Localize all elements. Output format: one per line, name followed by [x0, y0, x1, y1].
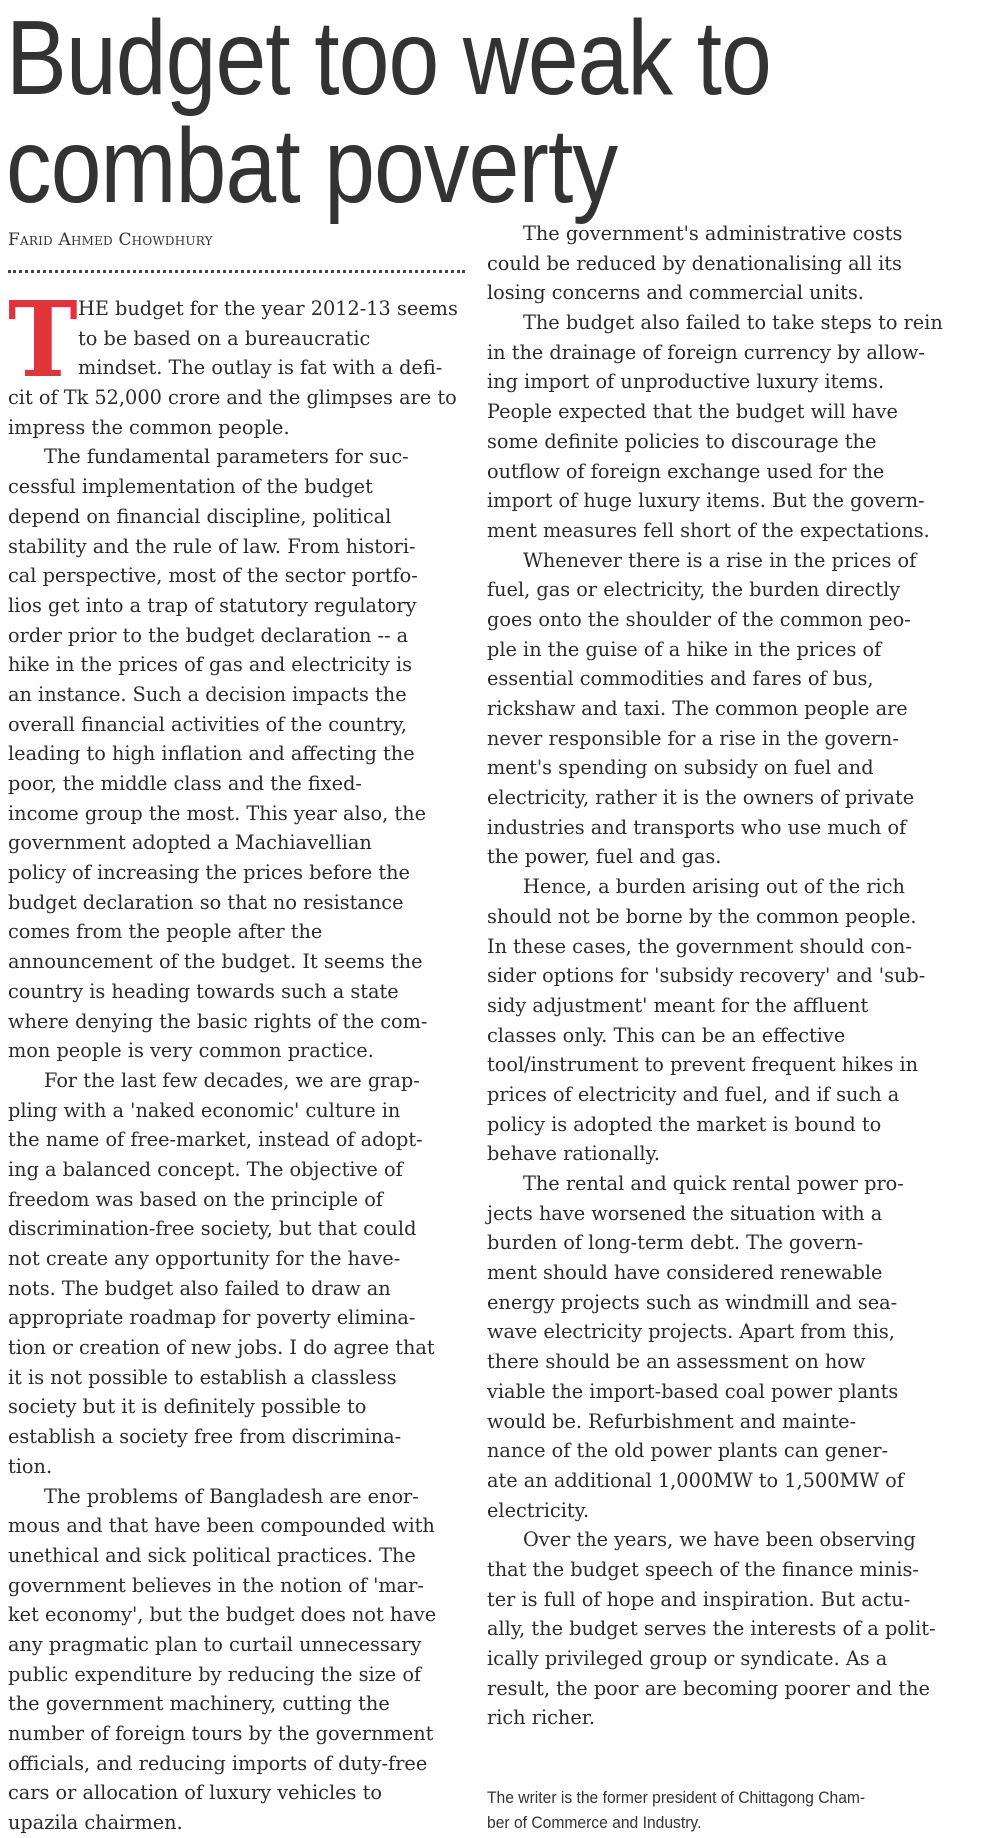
- author-bio: [487, 1785, 865, 1835]
- text-line: upazila chairmen.: [8, 1811, 183, 1835]
- text-line: Whenever there is a rise in the prices of: [523, 548, 917, 572]
- text-line: mon people is very common practice.: [8, 1039, 374, 1063]
- text-line: officials, and reducing imports of duty-free: [8, 1751, 428, 1775]
- author-bio-line: The writer is the former president of Chittagong Cham-: [487, 1788, 866, 1807]
- text-line: depend on financial discipline, political: [8, 504, 392, 528]
- text-line: For the last few decades, we are grap-: [44, 1068, 420, 1092]
- text-line: an instance. Such a decision impacts the: [8, 682, 407, 706]
- text-line: Over the years, we have been observing: [523, 1528, 916, 1552]
- text-line: some definite policies to discourage the: [487, 429, 877, 453]
- text-line: to be based on a bureaucratic: [78, 326, 371, 350]
- text-line: burden of long-term debt. The govern-: [487, 1231, 864, 1255]
- text-line: the power, fuel and gas.: [487, 845, 722, 869]
- text-line: ter is full of hope and inspiration. But actu-: [487, 1587, 911, 1611]
- text-line: public expenditure by reducing the size of: [8, 1662, 422, 1686]
- article-column-right: [487, 219, 967, 1733]
- text-line: lios get into a trap of statutory regulatory: [8, 593, 417, 617]
- text-line: result, the poor are becoming poorer and the: [487, 1676, 930, 1700]
- text-line: stability and the rule of law. From histori-: [8, 534, 416, 558]
- text-line: income group the most. This year also, the: [8, 801, 426, 825]
- text-line: jects have worsened the situation with a: [487, 1201, 883, 1225]
- text-line: in the drainage of foreign currency by allow-: [487, 340, 925, 364]
- text-line: ing a balanced concept. The objective of: [8, 1157, 403, 1181]
- text-line: The problems of Bangladesh are enor-: [44, 1484, 419, 1508]
- text-line: nots. The budget also failed to draw an: [8, 1276, 391, 1300]
- headline-line-1: Budget too weak to: [6, 0, 771, 117]
- article-column-left: [8, 294, 468, 1838]
- text-line: ment's spending on subsidy on fuel and: [487, 756, 874, 780]
- text-line: The budget also failed to take steps to rein: [523, 311, 943, 335]
- paragraph: [487, 219, 967, 308]
- text-line: The government's administrative costs: [523, 222, 903, 245]
- text-line: import of huge luxury items. But the govern-: [487, 489, 925, 513]
- headline: [6, 0, 771, 225]
- text-line: unethical and sick political practices. The: [8, 1543, 416, 1567]
- text-line: rickshaw and taxi. The common people are: [487, 697, 908, 720]
- text-line: the government machinery, cutting the: [8, 1692, 390, 1716]
- text-line: mous and that have been compounded with: [8, 1514, 435, 1538]
- text-line: outflow of foreign exchange used for the: [487, 459, 885, 483]
- text-line: mindset. The outlay is fat with a defi-: [78, 356, 443, 380]
- text-line: where denying the basic rights of the com-: [8, 1009, 428, 1033]
- text-line: cessful implementation of the budget: [8, 475, 373, 499]
- text-line: industries and transports who use much of: [487, 815, 907, 839]
- text-line: ate an additional 1,000MW to 1,500MW of: [487, 1468, 904, 1492]
- text-line: energy projects such as windmill and sea-: [487, 1290, 898, 1314]
- text-line: country is heading towards such a state: [8, 979, 399, 1003]
- paragraph: [8, 442, 468, 1065]
- text-line: viable the import-based coal power plants: [487, 1379, 899, 1403]
- text-line: cal perspective, most of the sector portfo-: [8, 564, 418, 588]
- paragraph: [487, 1169, 967, 1525]
- text-line: would be. Refurbishment and mainte-: [487, 1409, 857, 1433]
- text-line: ically privileged group or syndicate. As a: [487, 1647, 888, 1670]
- text-line: ket economy', but the budget does not have: [8, 1603, 437, 1627]
- text-line: the name of free-market, instead of adopt-: [8, 1128, 423, 1152]
- text-line: appropriate roadmap for poverty elimina-: [8, 1306, 416, 1330]
- text-line: Hence, a burden arising out of the rich: [523, 875, 905, 899]
- author-bio-line: ber of Commerce and Industry.: [487, 1813, 702, 1832]
- byline: Farid Ahmed Chowdhury: [8, 230, 213, 250]
- text-line: People expected that the budget will have: [487, 400, 898, 424]
- text-line: sider options for 'subsidy recovery' and 'sub-: [487, 964, 926, 988]
- text-line: hike in the prices of gas and electricity is: [8, 653, 413, 677]
- paragraph: [8, 294, 468, 442]
- text-line: discrimination-free society, but that could: [8, 1217, 417, 1241]
- text-line: nance of the old power plants can gener-: [487, 1439, 889, 1463]
- text-line: essential commodities and fares of bus,: [487, 667, 874, 691]
- text-line: The fundamental parameters for suc-: [44, 445, 409, 469]
- text-line: tion.: [8, 1454, 53, 1478]
- text-line: establish a society free from discrimina-: [8, 1425, 402, 1449]
- text-line: policy is adopted the market is bound to: [487, 1112, 882, 1136]
- paragraph: [487, 546, 967, 873]
- text-line: government adopted a Machiavellian: [8, 831, 372, 855]
- text-line: cars or allocation of luxury vehicles to: [8, 1781, 382, 1805]
- text-line: ment measures fell short of the expectations.: [487, 518, 930, 542]
- text-line: ally, the budget serves the interests of a polit-: [487, 1617, 936, 1641]
- text-line: should not be borne by the common people.: [487, 904, 917, 928]
- text-line: goes onto the shoulder of the common peo-: [487, 607, 911, 631]
- text-line: The rental and quick rental power pro-: [523, 1172, 904, 1195]
- paragraph: [487, 872, 967, 1169]
- text-line: any pragmatic plan to curtail unnecessary: [8, 1632, 422, 1656]
- text-line: that the budget speech of the finance minis-: [487, 1557, 919, 1581]
- text-line: pling with a 'naked economic' culture in: [8, 1098, 401, 1122]
- text-line: freedom was based on the principle of: [8, 1187, 383, 1211]
- text-line: electricity, rather it is the owners of private: [487, 786, 915, 810]
- text-line: it is not possible to establish a classless: [8, 1365, 397, 1389]
- text-line: tion or creation of new jobs. I do agree that: [8, 1336, 435, 1360]
- text-line: rich richer.: [487, 1706, 595, 1730]
- text-line: budget declaration so that no resistance: [8, 890, 404, 914]
- paragraph: [487, 308, 967, 546]
- text-line: sidy adjustment' meant for the affluent: [487, 993, 869, 1017]
- paragraph: [487, 1525, 967, 1733]
- text-line: society but it is definitely possible to: [8, 1395, 367, 1419]
- headline-line-2: combat poverty: [6, 107, 618, 225]
- text-line: leading to high inflation and affecting the: [8, 742, 415, 766]
- text-line: fuel, gas or electricity, the burden directly: [487, 578, 901, 602]
- text-line: policy of increasing the prices before the: [8, 861, 410, 885]
- text-line: behave rationally.: [487, 1142, 661, 1166]
- dotted-divider: [8, 270, 465, 273]
- drop-cap: T: [8, 278, 78, 401]
- text-line: classes only. This can be an effective: [487, 1023, 846, 1047]
- text-line: comes from the people after the: [8, 920, 323, 944]
- text-line: ple in the guise of a hike in the prices of: [487, 637, 882, 661]
- text-line: ment should have considered renewable: [487, 1261, 883, 1285]
- text-line: electricity.: [487, 1498, 590, 1522]
- paragraph: [8, 1066, 468, 1482]
- text-line: order prior to the budget declaration -- a: [8, 623, 409, 647]
- text-line: prices of electricity and fuel, and if such a: [487, 1082, 900, 1106]
- paragraph: [8, 1482, 468, 1838]
- text-line: there should be an assessment on how: [487, 1350, 866, 1374]
- text-line: overall financial activities of the country,: [8, 712, 407, 736]
- text-line: number of foreign tours by the government: [8, 1722, 434, 1745]
- text-line: government believes in the notion of 'mar-: [8, 1573, 424, 1597]
- text-line: not create any opportunity for the have-: [8, 1247, 401, 1270]
- text-line: wave electricity projects. Apart from this,: [487, 1320, 895, 1344]
- text-line: ing import of unproductive luxury items.: [487, 370, 885, 394]
- text-line: In these cases, the government should con-: [487, 934, 912, 958]
- text-line: impress the common people.: [8, 415, 290, 439]
- text-line: cit of Tk 52,000 crore and the glimpses are to: [8, 386, 457, 410]
- text-line: tool/instrument to prevent frequent hikes in: [487, 1053, 919, 1077]
- text-line: losing concerns and commercial units.: [487, 281, 864, 305]
- text-line: announcement of the budget. It seems the: [8, 950, 423, 974]
- text-line: HE budget for the year 2012-13 seems: [78, 297, 458, 320]
- text-line: poor, the middle class and the fixed-: [8, 772, 362, 795]
- text-line: never responsible for a rise in the govern-: [487, 726, 899, 750]
- text-line: could be reduced by denationalising all its: [487, 251, 902, 275]
